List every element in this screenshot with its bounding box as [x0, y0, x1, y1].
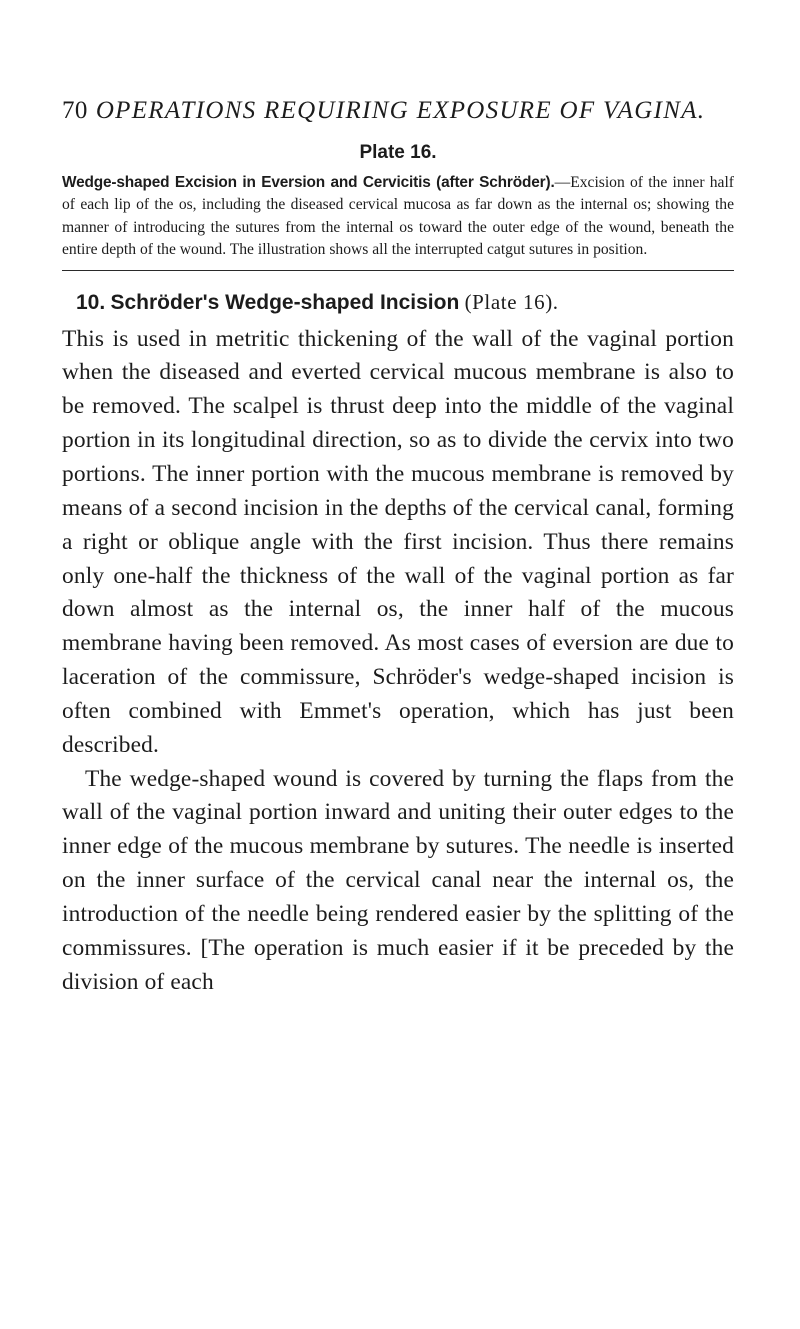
plate-caption-heading: Wedge-shaped Excision in Eversion and Cervicitis (after Schröder).: [62, 174, 555, 191]
running-title: OPERATIONS REQUIRING EXPOSURE OF VAGINA.: [95, 97, 706, 124]
body-text: [62, 323, 734, 1000]
section-title: Schröder's Wedge-shaped Incision: [110, 290, 460, 314]
plate-caption-text: —Excision of the inner half of each lip of the os, including the diseased cervical mucosa as far down as the internal os; showing the manner of introducing the sutures from the internal os toward the outer edge of the wound, beneath the entire depth of the wound. The illustration shows all the interrupted catgut sutures in position.: [62, 174, 734, 259]
book-page: [62, 96, 734, 1000]
plate-title: Plate 16.: [359, 142, 437, 163]
section-number: 10.: [76, 290, 106, 314]
page-number: 70: [62, 97, 88, 124]
plate-caption: [62, 172, 734, 262]
caption-divider: [62, 270, 734, 271]
section-heading: [76, 287, 734, 318]
running-head: [62, 96, 734, 126]
paragraph: The wedge-shaped wound is covered by turning the flaps from the wall of the vaginal portion inward and uniting their outer edges to the inner edge of the mucous membrane by sutures. The needle is inserted on the inner surface of the cervical canal near the internal os, the introduction of the needle being rendered easier by the splitting of the commissures. [The operation is much easier if it be preceded by the division of each: [62, 765, 734, 995]
section-plate-reference: (Plate 16).: [464, 289, 559, 314]
paragraph: This is used in metritic thickening of the wall of the vaginal portion when the diseased and everted cervical mucous membrane is also to be removed. The scalpel is thrust deep into the middle of the vaginal portion in its longitudinal direction, so as to divide the cervix into two portions. The inner portion with the mucous membrane is removed by means of a second incision in the depths of the cervical canal, forming a right or oblique angle with the first incision. Thus there remains only one-half the thickness of the wall of the vaginal portion as far down almost as the internal os, the inner half of the mucous membrane having been removed. As most cases of eversion are due to laceration of the commissure, Schröder's wedge-shaped incision is often combined with Emmet's operation, which has just been described.: [62, 325, 734, 758]
